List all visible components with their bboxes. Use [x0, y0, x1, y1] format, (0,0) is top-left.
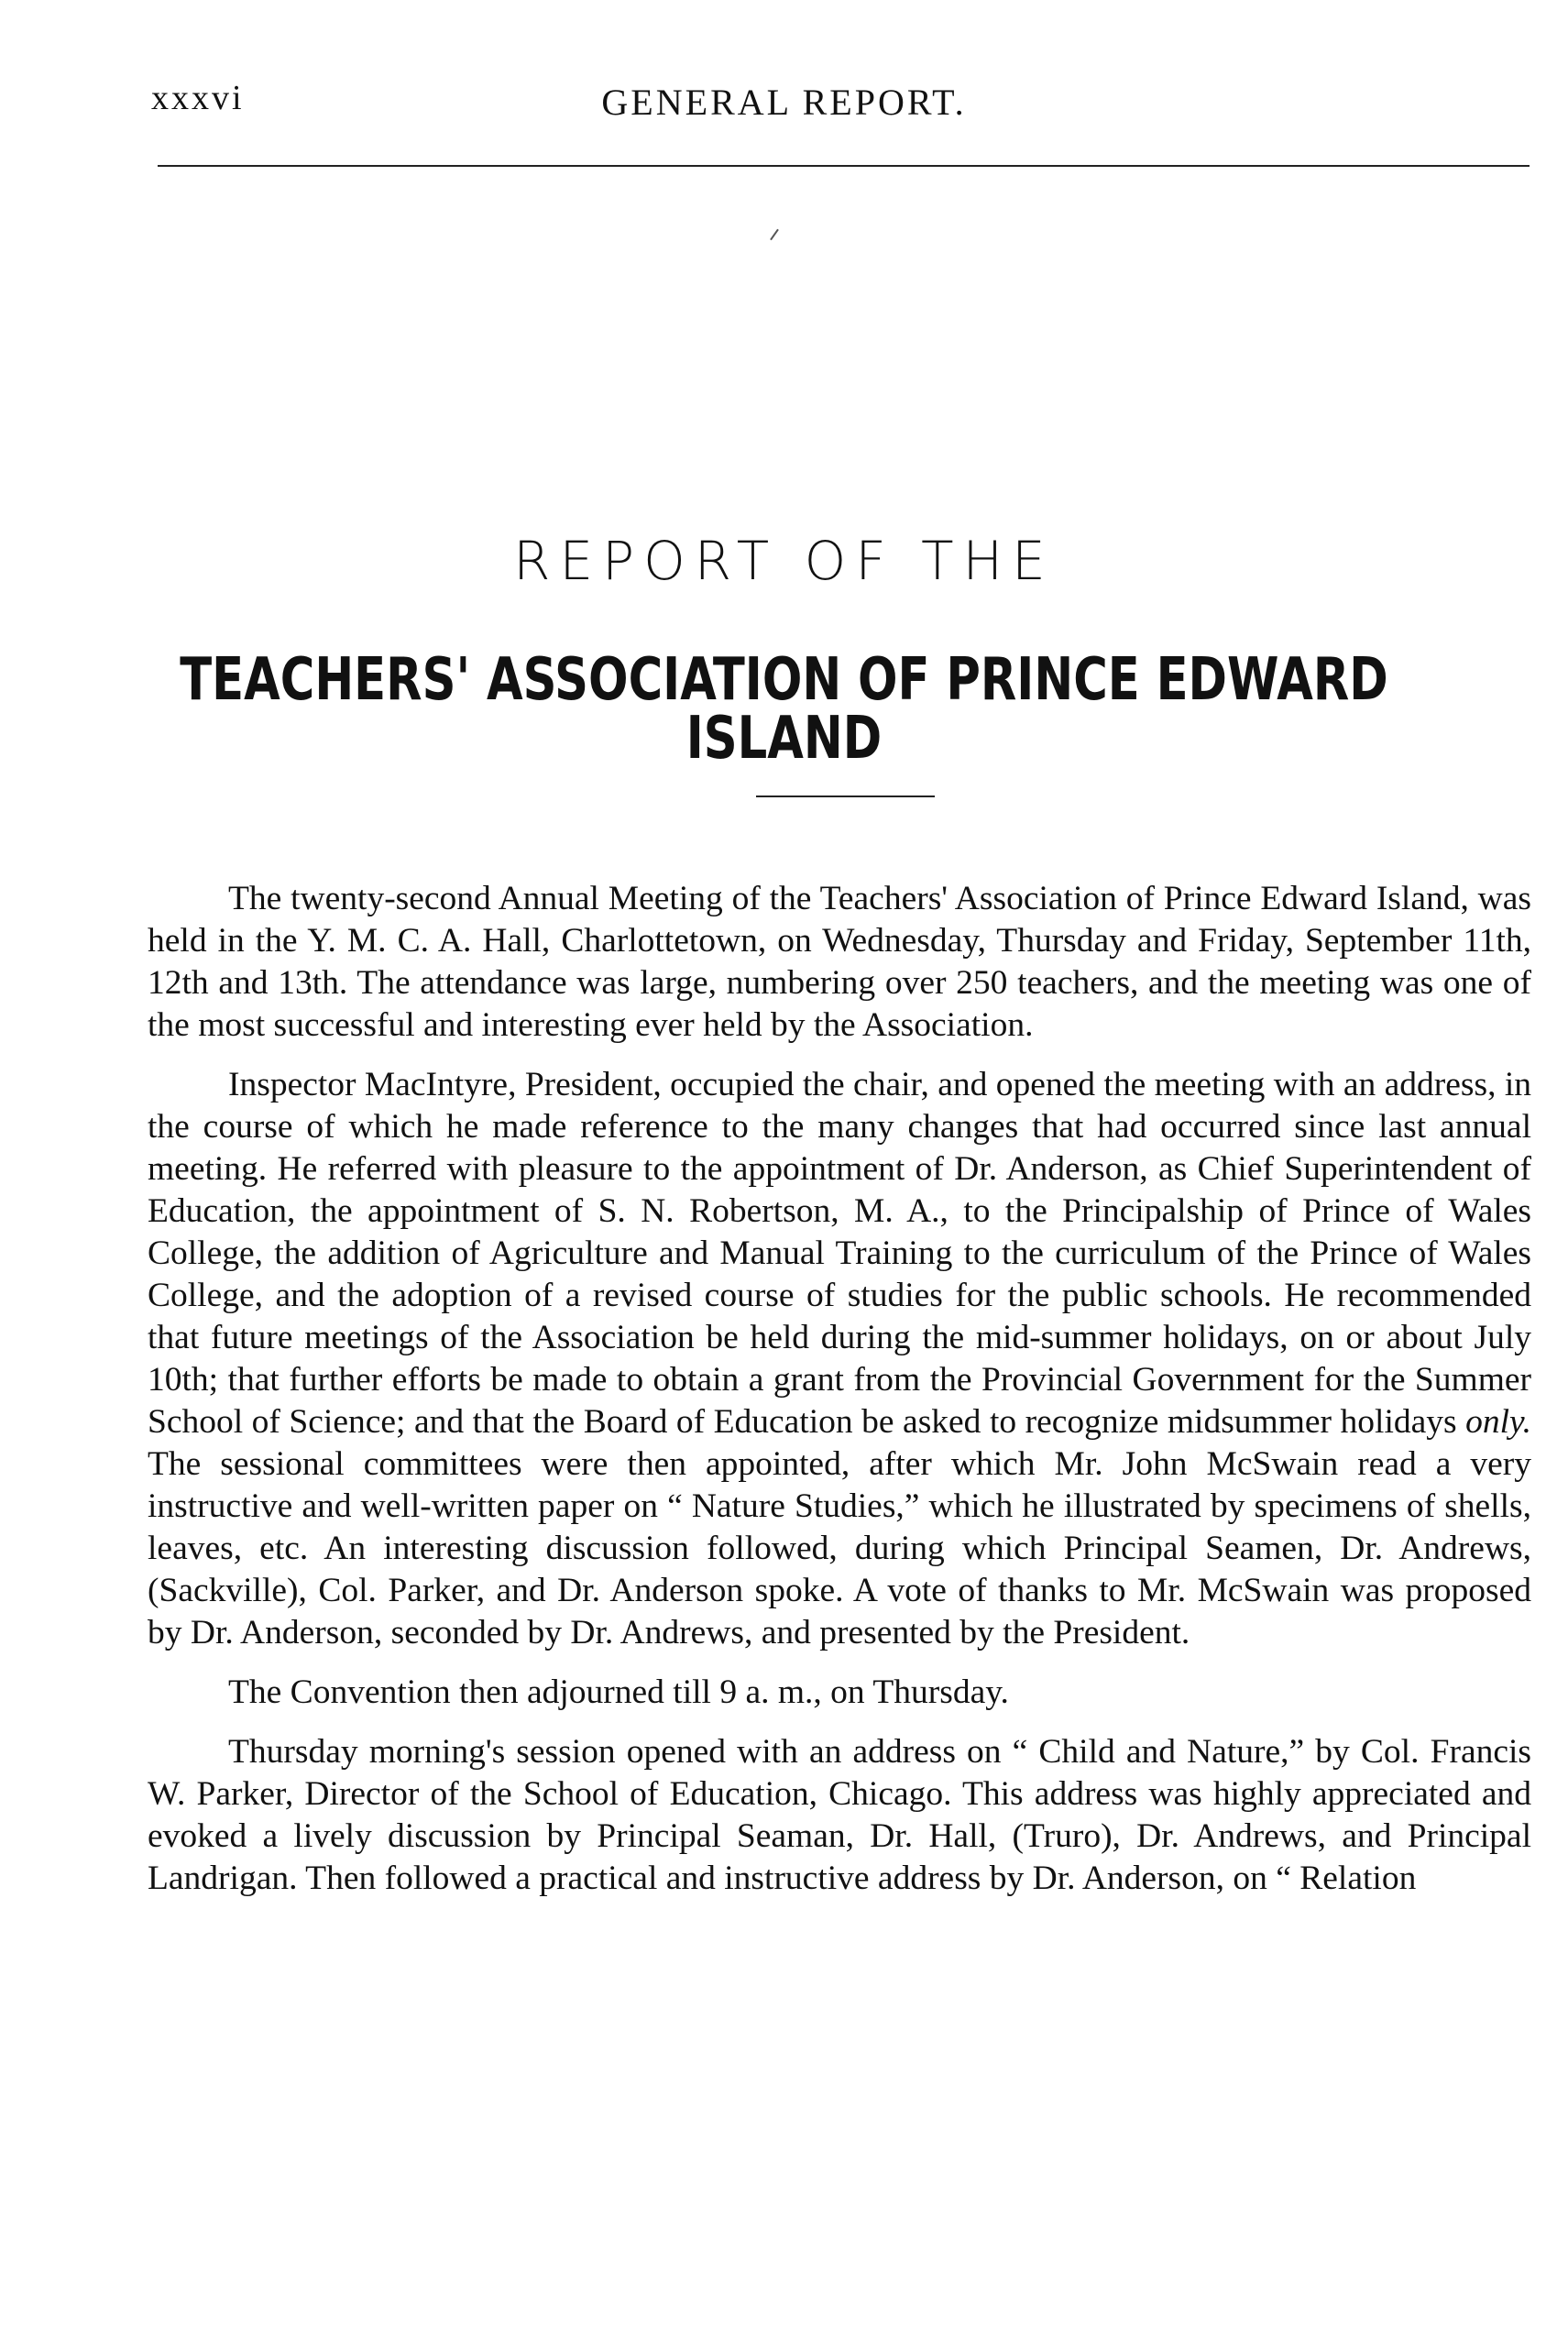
paragraph-2-part-a: Inspector MacIntyre, President, occupied the chair, and opened the meeting with an address, in the course of which he made reference to the many changes that had occurred since last annual meeting. He referred with pleasure to the appointment of Dr. Anderson, as Chief Superintendent of Education, the appointment of S. N. Robertson, M. A., to the Principalship of Prince of Wales College, the addition of Agriculture and Manual Training to the curriculum of the Prince of Wales College, and the adoption of a revised course of studies for the public schools. He recommended that future meetings of the Association be held during the mid-summer holidays, on or about July 10th; that further efforts be made to obtain a grant from the Provincial Government for the Summer School of Science; and that the Board of Education be asked to recognize midsummer holidays [148, 1066, 1531, 1441]
stray-mark [770, 229, 779, 241]
paragraph-2 [148, 1064, 1531, 1654]
article-body [148, 878, 1531, 1900]
report-of-the-heading: REPORT OF THE [513, 530, 1055, 592]
page-number: xxxvi [151, 79, 245, 117]
paragraph-4: Thursday morning's session opened with an address on “ Child and Nature,” by Col. Francis W. Parker, Director of the School of Education, Chicago. This address was highly appreciated and evoked a lively discussion by Principal Seaman, Dr. Hall, (Truro), Dr. Andrews, and Principal Landrigan. Then followed a practical and instructive address by Dr. Anderson, on “ Relation [148, 1733, 1531, 1897]
title-rule [756, 795, 935, 797]
header-rule [158, 165, 1530, 167]
paragraph-1: The twenty-second Annual Meeting of the Teachers' Association of Prince Edward Island, was held in the Y. M. C. A. Hall, Charlottetown, on Wednesday, Thursday and Friday, September 11th, 12th and 13th. The attendance was large, numbering over 250 teachers, and the meeting was one of the most successful and interesting ever held by the Association. [148, 880, 1531, 1044]
paragraph-2-emphasis: only. [1465, 1403, 1532, 1441]
paragraph-2-part-b: The sessional committees were then appointed, after which Mr. John McSwain read a very instructive and well-written paper on “ Nature Studies,” which he illustrated by specimens of shells, leaves, etc. An interesting discussion followed, during which Principal Seamen, Dr. Andrews, (Sackville), Col. Parker, and Dr. Anderson spoke. A vote of thanks to Mr. McSwain was proposed by Dr. Anderson, seconded by Dr. Andrews, and presented by the President. [148, 1445, 1531, 1651]
running-head: GENERAL REPORT. [601, 82, 967, 123]
article-title: TEACHERS' ASSOCIATION OF PRINCE EDWARD ISLAND [180, 646, 1388, 773]
paragraph-3: The Convention then adjourned till 9 a. m., on Thursday. [228, 1673, 1009, 1711]
